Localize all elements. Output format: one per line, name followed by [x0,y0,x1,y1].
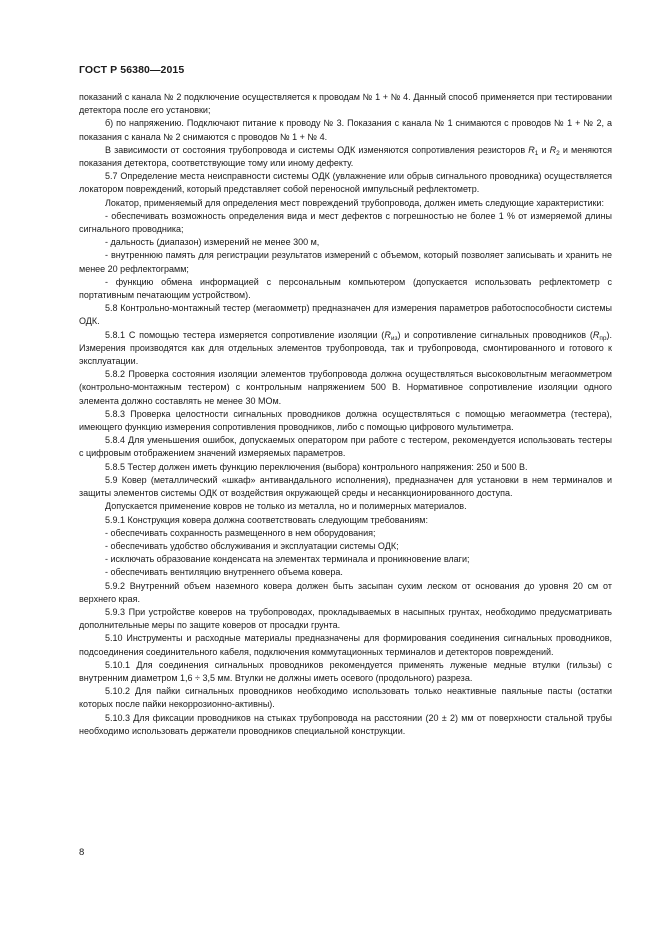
text-run: В зависимости от состояния трубопровода и системы ОДК изменяются сопротивления резисторов [105,144,529,155]
formula-subscript: 1 [534,149,539,157]
formula-subscript: из [390,334,398,342]
document-header-title: ГОСТ Р 56380—2015 [79,64,185,76]
formula-subscript: пр [599,334,607,342]
list-item: - дальность (диапазон) измерений не менее 300 м, [105,237,320,248]
paragraph: 5.8.2 Проверка состояния изоляции элементов трубопровода должна осуществляться высоковольтным мегаомметром (контрольно-монтажным тестером) с контрольным напряжением 500 В. Нормативное сопротивление изоляции одного элемента должно составлять не менее 30 МОм. [79,369,612,406]
paragraph: показаний с канала № 2 подключение осуществляется к проводам № 1 + № 4. Данный способ применяется при тестировании детектора после его установки; [79,92,612,116]
list-item: - внутреннюю память для регистрации результатов измерений с объемом, который позволяет записывать и хранить не менее 20 рефлектограмм; [79,250,612,274]
paragraph: 5.10.1 Для соединения сигнальных проводников рекомендуется применять луженые медные втулки (гильзы) с внутренним диаметром 1,6 ÷ 3,5 мм. Втулки не должны иметь осевого (продольного) разреза. [79,659,612,683]
paragraph: б) по напряжению. Подключают питание к проводу № 3. Показания с канала № 1 снимаются с проводов № 1 + № 2, а показания с канала № 2 снимаются с проводов № 1 + № 4. [79,118,612,142]
text-run: и меняются показания детектора, соответствующие тому или иному дефекту. [79,144,613,169]
list-item: - исключать образование конденсата на элементах терминала и проникновение влаги; [105,554,470,565]
paragraph: 5.7 Определение места неисправности системы ОДК (увлажнение или обрыв сигнального проводника) осуществляется локатором повреждений, который представляет собой переносной импульсный рефлектометр. [79,171,612,195]
formula-symbol: R [528,144,535,155]
paragraph: 5.9.3 При устройстве коверов на трубопроводах, прокладываемых в насыпных грунтах, необходимо предусматривать дополнительные меры по защите коверов от просадки грунта. [79,606,612,631]
paragraph: 5.9.2 Внутренний объем наземного ковера должен быть засыпан сухим леском от основания до уровня 20 см от верхнего края. [79,580,612,604]
list-item: - обеспечивать возможность определения вида и мест дефектов с погрешностью не более 1 % от измеряемой длины сигнального проводника; [79,210,612,235]
list-item: - обеспечивать вентиляцию внутреннего объема ковера. [105,567,343,578]
paragraph: Допускается применение ковров не только из металла, но и полимерных материалов. [105,501,467,512]
list-item: - обеспечивать сохранность размещенного в нем оборудования; [105,527,376,538]
paragraph [79,144,612,170]
formula-symbol: R [549,144,557,155]
paragraph: 5.8.5 Тестер должен иметь функцию переключения (выбора) контрольного напряжения: 250 и 500 В. [105,461,528,472]
paragraph: 5.9.1 Конструкция ковера должна соответствовать следующим требованиям: [105,514,428,525]
paragraph: 5.10.3 Для фиксации проводников на стыках трубопровода на расстоянии (20 ± 2) мм от поверхности стальной трубы необходимо использовать держатели проводников специальной конструкции. [79,712,612,736]
text-run: 5.8.1 С помощью тестера измеряется сопротивление изоляции ( [105,329,385,340]
document-body [79,91,612,738]
paragraph: 5.10 Инструменты и расходные материалы предназначены для формирования соединения сигнальных проводников, подсоединения соединительного кабеля, подключения коммутационных терминалов и детекторов повреждений. [79,633,612,657]
paragraph: 5.10.2 Для пайки сигнальных проводников необходимо использовать только неактивные паяльные пасты (остатки которых после пайки некоррозионно-активны). [79,686,612,710]
formula-symbol: R [592,329,600,340]
text-run: ) и сопротивление сигнальных проводников ( [397,329,593,340]
list-item: - функцию обмена информацией с персональным компьютером (допускается использовать рефлектометр с портативным печатающим устройством). [79,276,612,301]
paragraph: 5.9 Ковер (металлический «шкаф» антивандального исполнения), предназначен для установки в нем терминалов и защиты элементов системы ОДК от воздействия окружающей среды и несанкционированного доступа. [79,474,612,499]
paragraph: 5.8 Контрольно-монтажный тестер (мегаомметр) предназначен для измерения параметров работоспособности системы ОДК. [79,303,612,327]
text-run: и [538,144,550,155]
text-run: ). Измерения производятся как для отдельных элементов трубопровода, так и трубопровода, смонтированного и готового к эксплуатации. [79,329,612,367]
paragraph: 5.8.3 Проверка целостности сигнальных проводников должна осуществляться с помощью мегаомметра (тестера), имеющего функцию измерения сопротивления проводников, либо с помощью цифрового мультиметра. [79,408,612,433]
formula-subscript: 2 [556,149,560,157]
paragraph [79,329,612,369]
paragraph: Локатор, применяемый для определения мест повреждений трубопровода, должен иметь следующие характеристики: [105,197,604,208]
page-number: 8 [79,847,85,858]
paragraph: 5.8.4 Для уменьшения ошибок, допускаемых оператором при работе с тестером, рекомендуется использовать тестеры с цифровым отображением значений измеряемых параметров. [79,435,612,459]
formula-symbol: R [384,329,391,340]
list-item: - обеспечивать удобство обслуживания и эксплуатации системы ОДК; [105,540,399,551]
